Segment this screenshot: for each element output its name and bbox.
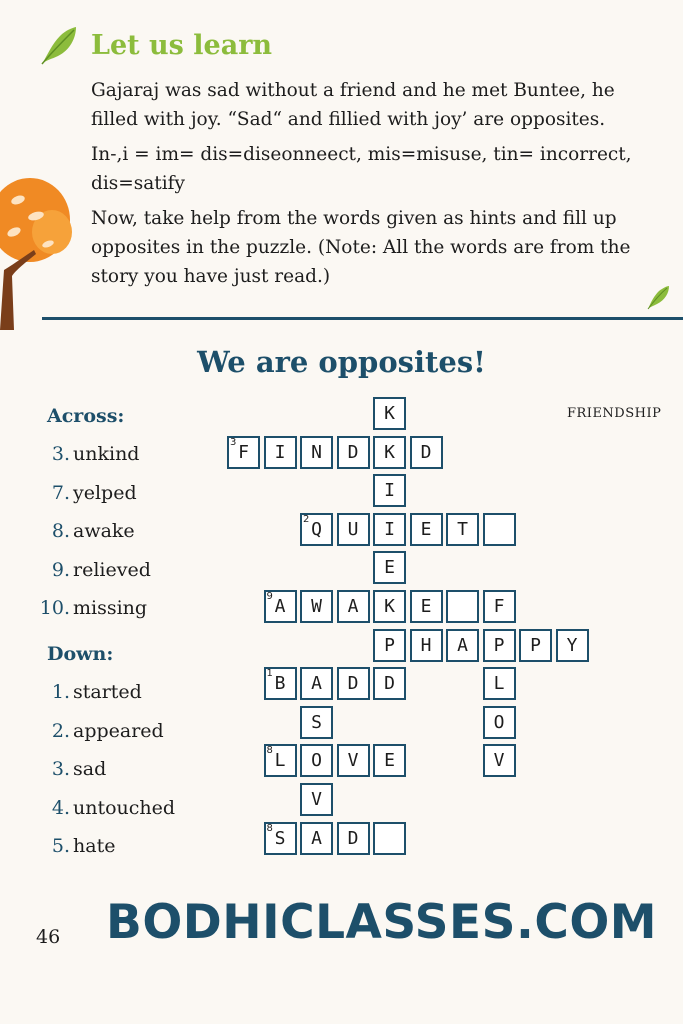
clue-text: untouched: [73, 797, 176, 819]
intro-paragraph: Now, take help from the words given as hints and fill up opposites in the puzzle. (Note: All the words are from the story you have just read.): [91, 208, 631, 287]
clue-item: [38, 797, 175, 819]
crossword-cell[interactable]: [446, 629, 479, 662]
clue-text: hate: [73, 835, 116, 857]
crossword-cell[interactable]: [337, 822, 370, 855]
clue-number: 4.: [51, 797, 70, 819]
crossword-cell[interactable]: [410, 629, 443, 662]
cell-letter: A: [311, 827, 322, 849]
clue-item: [38, 835, 115, 857]
cell-letter: E: [384, 557, 395, 579]
crossword-cell[interactable]: [300, 744, 333, 777]
crossword-cell[interactable]: [483, 667, 516, 700]
cell-number: 9: [266, 591, 273, 602]
cell-number: 8: [266, 822, 273, 834]
cell-number: 1: [266, 668, 273, 680]
cell-letter: E: [420, 596, 432, 617]
clue-text: awake: [73, 520, 135, 542]
crossword-cell[interactable]: [446, 513, 479, 546]
cell-letter: A: [274, 596, 286, 617]
cell-letter: P: [384, 634, 395, 656]
crossword-cell[interactable]: [373, 474, 406, 507]
clue-number: 7.: [51, 482, 70, 504]
leaf-icon: [645, 284, 671, 310]
cell-letter: V: [347, 750, 359, 772]
clue-item: [38, 559, 151, 581]
crossword-cell[interactable]: [373, 551, 406, 584]
tree-illustration: [0, 170, 80, 330]
leaf-icon: [38, 24, 80, 66]
cell-letter: D: [384, 673, 395, 695]
crossword-cell[interactable]: [410, 436, 443, 469]
crossword-cell[interactable]: [519, 629, 552, 662]
clue-number: 9.: [51, 559, 70, 581]
crossword-cell[interactable]: [300, 667, 333, 700]
cell-letter: L: [274, 750, 286, 772]
crossword-cell[interactable]: [446, 590, 479, 623]
cell-letter: K: [384, 596, 395, 617]
intro-text: [91, 76, 666, 297]
cell-letter: H: [420, 634, 432, 656]
crossword-cell[interactable]: [337, 590, 370, 623]
across-heading: Across:: [47, 405, 125, 427]
crossword-cell[interactable]: [337, 667, 370, 700]
crossword-cell[interactable]: [337, 744, 370, 777]
crossword-cell[interactable]: [483, 590, 516, 623]
clue-number: 2.: [51, 720, 70, 742]
cell-letter: P: [530, 634, 541, 656]
cell-letter: E: [384, 750, 395, 772]
page-number: 46: [36, 926, 61, 948]
crossword-cell[interactable]: [373, 667, 406, 700]
clue-text: unkind: [73, 443, 140, 465]
section-divider: [42, 317, 683, 320]
crossword-cell[interactable]: [373, 436, 406, 469]
clue-number: 1.: [51, 681, 70, 703]
cell-letter: K: [384, 403, 395, 424]
crossword-cell[interactable]: [264, 590, 297, 623]
clue-item: [38, 482, 137, 504]
cell-number: 3: [230, 436, 237, 448]
clue-text: missing: [73, 597, 148, 619]
cell-letter: V: [493, 750, 505, 772]
cell-letter: A: [311, 673, 322, 695]
friendship-label: FRIENDSHIP: [567, 406, 662, 421]
cell-letter: I: [274, 441, 286, 463]
crossword-cell[interactable]: [300, 706, 333, 739]
clue-text: appeared: [73, 720, 164, 742]
intro-paragraph: Gajaraj was sad without a friend and he met Buntee, he filled with joy. “Sad“ and fillied with joy’ are opposites.: [91, 80, 615, 130]
clue-item: [38, 597, 147, 619]
cell-letter: B: [274, 673, 286, 695]
crossword-cell[interactable]: [483, 744, 516, 777]
cell-number: 8: [266, 745, 273, 757]
cell-letter: O: [493, 711, 505, 733]
crossword-cell[interactable]: [373, 397, 406, 430]
crossword-cell[interactable]: [483, 513, 516, 546]
cell-letter: E: [420, 518, 432, 540]
clue-item: [38, 520, 135, 542]
cell-letter: O: [311, 750, 322, 772]
cell-letter: A: [347, 596, 359, 617]
intro-paragraph: In-,i = im= dis=diseonneect, mis=misuse, tin= incorrect, dis=satify: [91, 144, 632, 194]
crossword-cell[interactable]: [373, 822, 406, 855]
section-title: Let us learn: [91, 30, 273, 61]
crossword-cell[interactable]: [483, 629, 516, 662]
crossword-cell[interactable]: [300, 822, 333, 855]
crossword-cell[interactable]: [410, 590, 443, 623]
cell-letter: T: [457, 518, 468, 540]
clue-text: sad: [73, 758, 107, 780]
crossword-cell[interactable]: [483, 706, 516, 739]
cell-letter: I: [384, 518, 395, 540]
crossword-cell[interactable]: [556, 629, 589, 662]
cell-number: 2: [303, 513, 310, 525]
clue-item: [38, 443, 139, 465]
clue-item: [38, 720, 164, 742]
crossword-cell[interactable]: [373, 590, 406, 623]
crossword-cell[interactable]: [337, 513, 370, 546]
crossword-cell[interactable]: [264, 436, 297, 469]
crossword-cell[interactable]: [373, 629, 406, 662]
crossword-cell[interactable]: [300, 783, 333, 816]
crossword-cell[interactable]: [264, 667, 297, 700]
crossword-cell[interactable]: [300, 590, 333, 623]
clue-text: yelped: [73, 482, 137, 504]
crossword-cell[interactable]: [300, 436, 333, 469]
cell-letter: Q: [311, 518, 322, 540]
crossword-cell[interactable]: [264, 822, 297, 855]
clue-text: relieved: [73, 559, 151, 581]
cell-letter: P: [493, 634, 505, 656]
clue-number: 3.: [51, 758, 70, 780]
crossword-cell[interactable]: [300, 513, 333, 546]
cell-letter: D: [347, 827, 359, 849]
crossword-cell[interactable]: [227, 436, 260, 469]
cell-letter: Y: [566, 634, 578, 656]
clue-number: 3.: [51, 443, 70, 465]
crossword-cell[interactable]: [337, 436, 370, 469]
cell-letter: D: [347, 673, 359, 695]
cell-letter: V: [311, 789, 322, 810]
cell-letter: W: [311, 596, 322, 617]
down-heading: Down:: [47, 643, 114, 665]
cell-letter: I: [384, 480, 395, 502]
clue-item: [38, 681, 142, 703]
cell-letter: F: [493, 596, 505, 617]
clue-number: 5.: [51, 835, 70, 857]
clue-number: 10.: [39, 597, 70, 619]
cell-letter: S: [274, 827, 286, 849]
cell-letter: D: [420, 441, 432, 463]
cell-letter: U: [347, 518, 359, 540]
crossword-cell[interactable]: [410, 513, 443, 546]
cell-letter: L: [493, 673, 505, 695]
cell-letter: K: [384, 441, 395, 463]
cell-letter: A: [457, 634, 468, 656]
clue-text: started: [73, 681, 142, 703]
crossword-cell[interactable]: [373, 513, 406, 546]
clue-item: [38, 758, 106, 780]
watermark: BODHICLASSES.COM: [106, 895, 658, 950]
cell-letter: F: [238, 441, 249, 463]
crossword-cell[interactable]: [264, 744, 297, 777]
puzzle-title: We are opposites!: [197, 345, 486, 379]
clue-number: 8.: [51, 520, 70, 542]
cell-letter: N: [311, 441, 322, 463]
cell-letter: S: [311, 711, 322, 733]
cell-letter: D: [347, 441, 359, 463]
crossword-cell[interactable]: [373, 744, 406, 777]
